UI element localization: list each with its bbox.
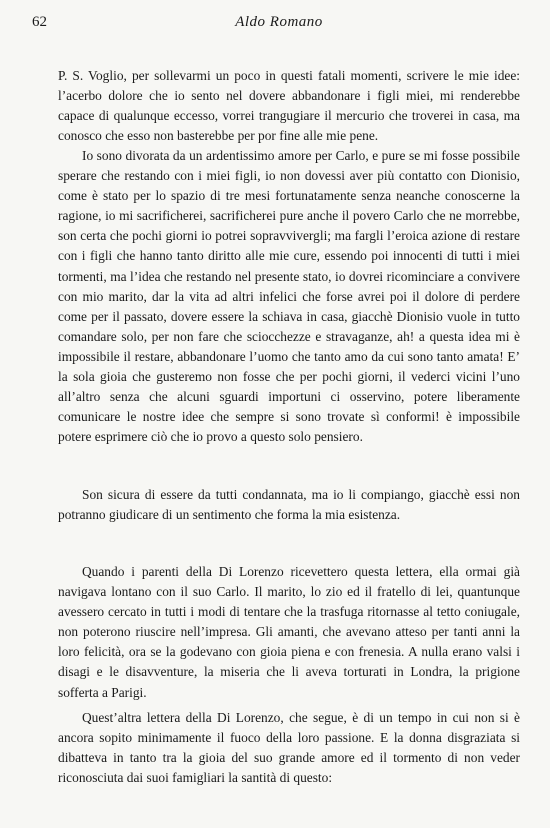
page-header [32,14,526,36]
narrative-paragraph: Quando i parenti della Di Lorenzo ricevettero questa lettera, ella ormai già navigava lontano con il suo Carlo. Il marito, lo zio ed il fratello di lei, quantunque avessero cercato in tutti i modi di tentare che la trasfuga ritornasse al tetto coniugale, non poterono riuscire nell’impresa. Gli amanti, che avevano atteso per tanti anni la loro felicità, ora se la godevano con gioia piena e con frenesia. A nulla erano valsi i disagi e le disavventure, la miseria che li aveva torturati in Londra, la prigione sofferta a Parigi. [58,564,520,700]
postscript-paragraph: P. S. Voglio, per sollevarmi un poco in questi fatali momenti, scrivere le mie idee: l’acerbo dolore che io sento nel dovere abbandonare i figli miei, mi renderebbe capace di qualunque eccesso, vorrei trangugiare il mercurio che troverei in casa, ma conosco che esso non basterebbe per por fine alle mie pene. [58,68,520,144]
letter-paragraph: Io sono divorata da un ardentissimo amore per Carlo, e pure se mi fosse possibile sperare che restando con i miei figli, io non dovessi aver più contatto con Dionisio, come è stato per lo spazio di tre mesi fortunatamente senza neanche conoscerne la ragione, io mi sacrificherei, sacrificherei pure anche il povero Carlo che ne morrebbe, son certa che pochi giorni io potrei sopravvivergli; ma fargli l’eroica azione di restare con i figli che hanno tanto diritto alle mie cure, essendo poi innocenti di tutti i miei tormenti, ma l’idea che restando nel presente stato, io dovrei ricominciare a convivere con mio marito, dar la vita ad altri infelici che forse avrei poi il dolore di perdere come per il passato, dovere essere la schiava in casa, giacchè Dionisio vuole in tutto comandare solo, per non fare che sciocchezze e stravaganze, ah! a questa idea mi è impossibile il restare, abbandonare l’uomo che tanto amo da cui sono tanto amata! E’ la sola gioia che gusteremo non fosse che per pochi giorni, il vederci vicini l’uno all’altro senza che alcuni sguardi importuni ci osservino, potere liberamente comunicare le nostre idee che sempre si sono trovate sì conformi! è impossibile potere esprimere ciò che io provo a questo solo pensiero. [58,148,520,445]
running-title: Aldo Romano [235,14,323,30]
narrative-paragraph: Quest’altra lettera della Di Lorenzo, che segue, è di un tempo in cui non si è ancora sopito minimamente il fuoco della loro passione. E la donna disgraziata si dibatteva in tanto tra la gioia del suo grande amore ed il tormento di non veder riconosciuta dai suoi famigliari la santità di questo: [58,710,520,786]
page-number: 62 [32,14,47,30]
letter-closing-paragraph: Son sicura di essere da tutti condannata, ma io li compiango, giacchè essi non potranno giudicare di un sentimento che forma la mia esistenza. [58,487,520,523]
